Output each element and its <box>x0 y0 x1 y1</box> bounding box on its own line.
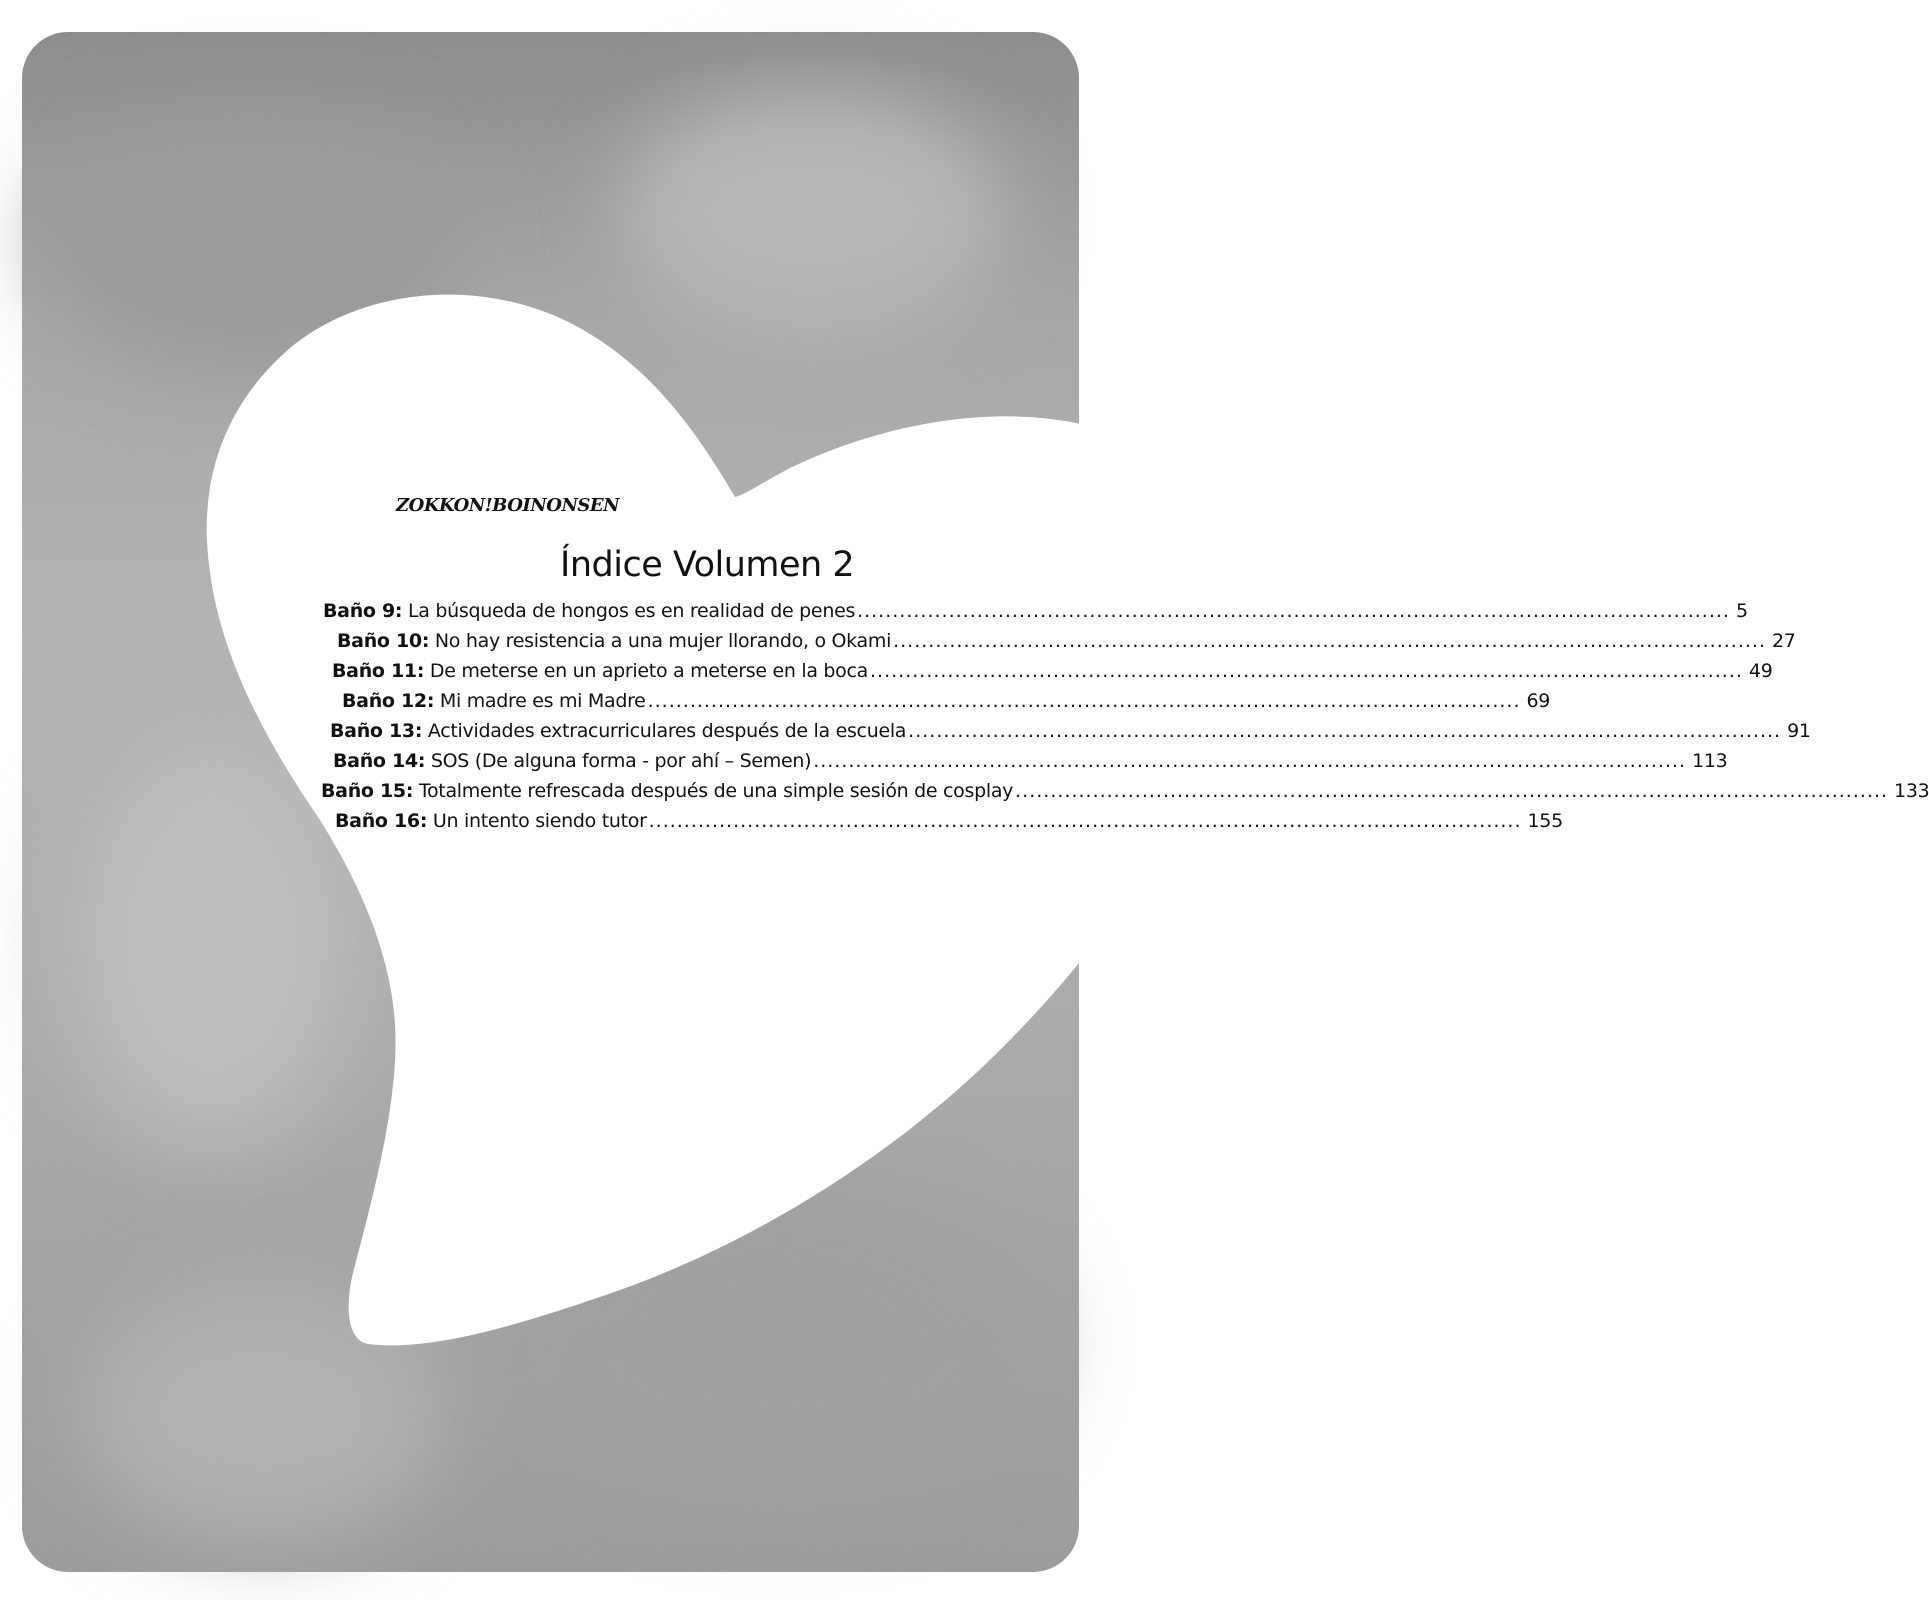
chapter-number: Baño 9: <box>323 600 403 622</box>
dot-leader: ............................................................................................................................ <box>1015 780 1889 802</box>
page-number: 5 <box>1735 600 1748 622</box>
chapter-title: No hay resistencia a una mujer llorando, o Okami <box>434 630 892 652</box>
page-number: 155 <box>1527 810 1563 832</box>
page-number: 113 <box>1692 750 1728 772</box>
page-number: 133 <box>1894 780 1929 802</box>
dot-leader: ............................................................................................................................ <box>813 750 1687 772</box>
dot-leader: ............................................................................................................................ <box>893 630 1766 652</box>
chapter-title: Totalmente refrescada después de una simple sesión de cosplay <box>418 780 1014 802</box>
chapter-title: SOS (De alguna forma - por ahí – Semen) <box>430 750 812 772</box>
chapter-title: La búsqueda de hongos es en realidad de penes <box>407 600 856 622</box>
page-number: 49 <box>1748 660 1773 682</box>
dot-leader: ............................................................................................................................ <box>870 660 1743 682</box>
chapter-title: Un intento siendo tutor <box>432 810 647 832</box>
toc-entry <box>330 720 1811 742</box>
chapter-number: Baño 13: <box>330 720 423 742</box>
dot-leader: ............................................................................................................................ <box>908 720 1782 742</box>
toc-entry <box>332 660 1773 682</box>
page-title: Índice Volumen 2 <box>560 545 855 585</box>
chapter-number: Baño 16: <box>335 810 428 832</box>
chapter-number: Baño 15: <box>321 780 414 802</box>
page-number: 69 <box>1526 690 1551 712</box>
page-number: 91 <box>1787 720 1811 742</box>
chapter-number: Baño 12: <box>342 690 435 712</box>
dot-leader: ............................................................................................................................ <box>647 690 1521 712</box>
toc-entry <box>321 780 1929 802</box>
chapter-title: De meterse en un aprieto a meterse en la boca <box>429 660 868 682</box>
series-logo: ZOKKON!BOINONSEN <box>396 495 620 516</box>
chapter-number: Baño 10: <box>337 630 430 652</box>
chapter-number: Baño 11: <box>332 660 425 682</box>
chapter-number: Baño 14: <box>333 750 426 772</box>
toc-entry <box>333 750 1728 772</box>
toc-entry <box>342 690 1551 712</box>
toc-entry <box>337 630 1796 652</box>
chapter-title: Actividades extracurriculares después de la escuela <box>427 720 907 742</box>
dot-leader: ............................................................................................................................ <box>857 600 1730 622</box>
toc-entry <box>323 600 1748 622</box>
chapter-title: Mi madre es mi Madre <box>439 690 646 712</box>
toc-entry <box>335 810 1563 832</box>
dot-leader: ............................................................................................................................ <box>648 810 1522 832</box>
page-number: 27 <box>1771 630 1796 652</box>
